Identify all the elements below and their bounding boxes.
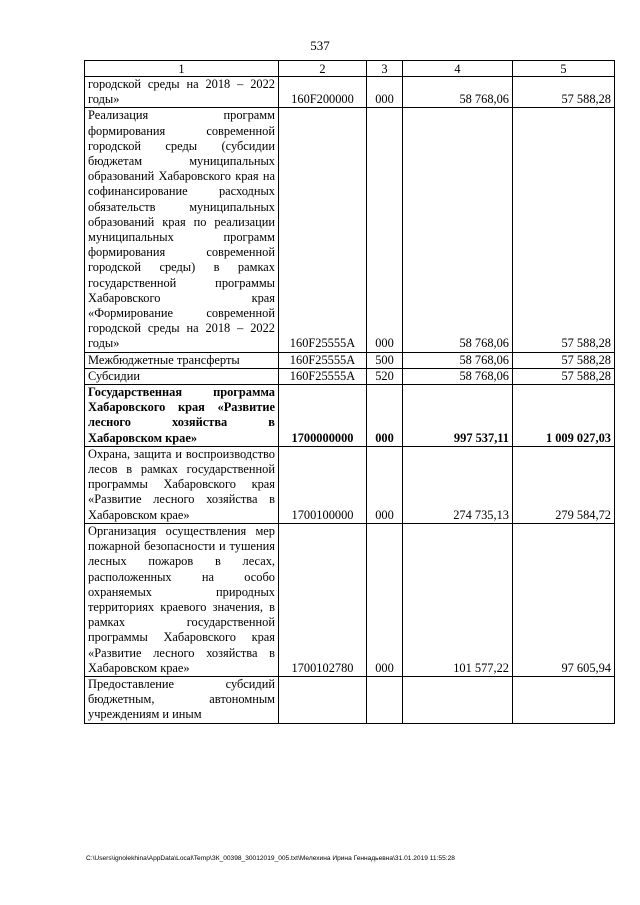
- row-value-2020-cell: 57 588,28: [513, 368, 615, 384]
- row-code-cell: 160F25555A: [279, 108, 367, 352]
- header-cell: 2: [279, 61, 367, 77]
- row-value-2019-cell: [403, 676, 513, 723]
- row-value-2019-cell: 58 768,06: [403, 77, 513, 108]
- row-code-cell: 1700100000: [279, 446, 367, 523]
- table-row: [85, 446, 615, 523]
- row-value-2020-cell: 57 588,28: [513, 352, 615, 368]
- row-code-cell: 1700102780: [279, 523, 367, 676]
- header-cell: 4: [403, 61, 513, 77]
- row-value-2020-cell: 279 584,72: [513, 446, 615, 523]
- header-cell: 1: [85, 61, 279, 77]
- row-name-cell: Охрана, защита и воспроизводство лесов в рамках государственной программы Хабаровского края «Развитие лесного хозяйства в Хабаровском крае»: [85, 446, 279, 523]
- table-row: [85, 368, 615, 384]
- row-type-cell: [367, 676, 403, 723]
- page-number: 537: [310, 38, 330, 53]
- row-name-cell: Реализация программ формирования современной городской среды (субсидии бюджетам муниципальных образований Хабаровского края на софинансирование расходных обязательств муниципальных образований края по реализации муниципальных программ формирования современной городской среды) в рамках государственной программы Хабаровского края «Формирование современной городской среды на 2018 – 2022 годы»: [85, 108, 279, 352]
- row-value-2019-cell: 274 735,13: [403, 446, 513, 523]
- row-value-2019-cell: 997 537,11: [403, 385, 513, 447]
- row-value-2020-cell: [513, 676, 615, 723]
- row-value-2020-cell: 57 588,28: [513, 77, 615, 108]
- row-type-cell: 000: [367, 108, 403, 352]
- header-cell: 5: [513, 61, 615, 77]
- row-type-cell: 000: [367, 77, 403, 108]
- row-name-cell: Организация осуществления мер пожарной безопасности и тушения лесных пожаров в лесах, расположенных на особо охраняемых природных территориях краевого значения, в рамках государственной программы Хабаровского края «Развитие лесного хозяйства в Хабаровском крае»: [85, 523, 279, 676]
- row-type-cell: 500: [367, 352, 403, 368]
- header-cell: 3: [367, 61, 403, 77]
- table-row: [85, 352, 615, 368]
- row-name-cell: городской среды на 2018 – 2022 годы»: [85, 77, 279, 108]
- table-row: [85, 676, 615, 723]
- row-value-2020-cell: 1 009 027,03: [513, 385, 615, 447]
- row-code-cell: 1700000000: [279, 385, 367, 447]
- budget-table: [84, 60, 615, 724]
- row-type-cell: 520: [367, 368, 403, 384]
- table-row: [85, 77, 615, 108]
- row-name-cell: Государственная программа Хабаровского края «Развитие лесного хозяйства в Хабаровском крае»: [85, 385, 279, 447]
- row-type-cell: 000: [367, 446, 403, 523]
- row-value-2019-cell: 58 768,06: [403, 108, 513, 352]
- row-value-2019-cell: 101 577,22: [403, 523, 513, 676]
- row-type-cell: 000: [367, 523, 403, 676]
- row-name-cell: Межбюджетные трансферты: [85, 352, 279, 368]
- row-code-cell: [279, 676, 367, 723]
- header-row: [85, 61, 615, 77]
- row-name-cell: Субсидии: [85, 368, 279, 384]
- row-value-2020-cell: 57 588,28: [513, 108, 615, 352]
- row-code-cell: 160F25555A: [279, 368, 367, 384]
- table-row: [85, 523, 615, 676]
- table-row: [85, 385, 615, 447]
- row-type-cell: 000: [367, 385, 403, 447]
- row-value-2019-cell: 58 768,06: [403, 352, 513, 368]
- row-name-cell: Предоставление субсидий бюджетным, автономным учреждениям и иным: [85, 676, 279, 723]
- row-code-cell: 160F25555A: [279, 352, 367, 368]
- row-value-2020-cell: 97 605,94: [513, 523, 615, 676]
- footer-path: C:\Users\ignolekhina\AppData\Local\Temp\ЗК_00398_30012019_005.txt\Мелехина Ирина Геннадьевна\31.01.2019 11:55:28: [86, 855, 455, 862]
- table-row: [85, 108, 615, 352]
- row-value-2019-cell: 58 768,06: [403, 368, 513, 384]
- row-code-cell: 160F200000: [279, 77, 367, 108]
